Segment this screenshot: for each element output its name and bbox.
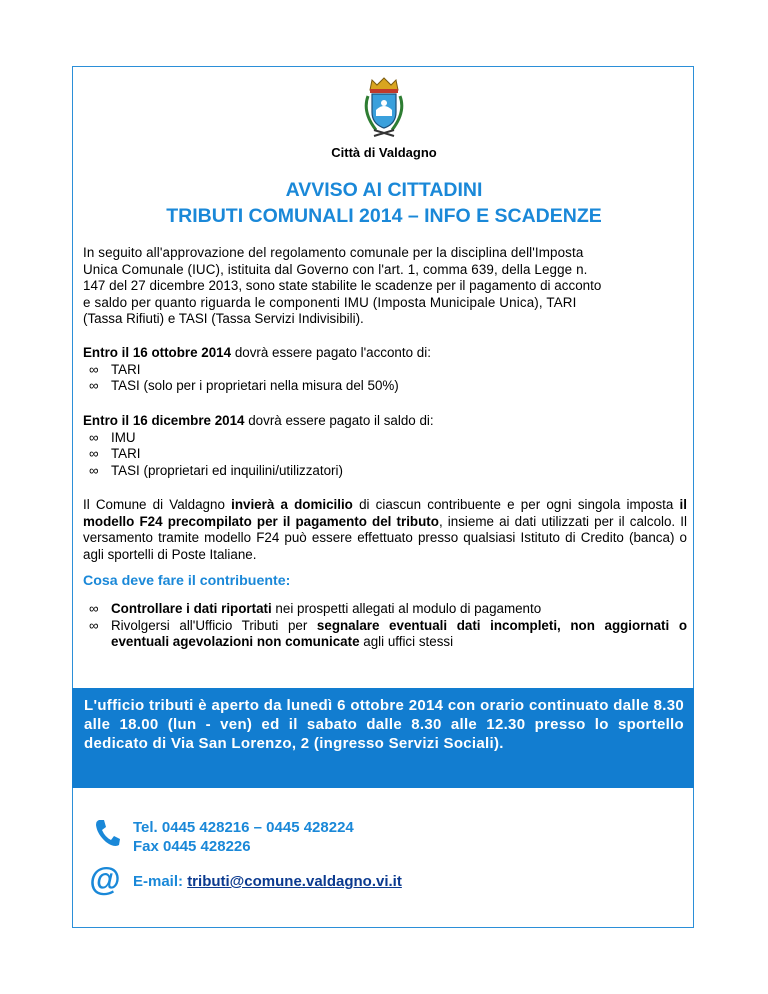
list-item: ∞ TASI (proprietari ed inquilini/utilizzatori) xyxy=(89,462,343,478)
ufficio-hours-text: L'ufficio tributi è aperto da lunedì 6 ottobre 2014 con orario continuato dalle 8.30 alle 18.00 (lun - ven) ed il sabato dalle 8.30 alle 12.30 presso lo sportello dedicato di Via San Lorenzo, 2 (ingresso Servizi Sociali). xyxy=(84,697,684,752)
ufficio-info-box xyxy=(72,688,694,788)
infinity-bullet-icon: ∞ xyxy=(89,361,99,377)
phone-icon xyxy=(94,818,120,848)
saldo-lead: Entro il 16 dicembre 2014 dovrà essere pagato il saldo di: xyxy=(83,413,434,428)
acconto-lead: Entro il 16 ottobre 2014 dovrà essere pagato l'acconto di: xyxy=(83,345,431,360)
list-item: ∞ TARI xyxy=(89,361,141,377)
page-title xyxy=(0,177,768,229)
list-item: ∞ IMU xyxy=(89,429,136,445)
contribuente-section xyxy=(83,601,687,651)
list-item: ∞ TARI xyxy=(89,446,141,462)
title-line-1: AVVISO AI CITTADINI xyxy=(285,179,483,201)
contribuente-heading: Cosa deve fare il contribuente: xyxy=(83,573,291,589)
intro-line: In seguito all'approvazione del regolamento comunale per la disciplina dell'Imposta xyxy=(83,245,584,260)
infinity-bullet-icon: ∞ xyxy=(89,617,99,633)
title-line-2: TRIBUTI COMUNALI 2014 – INFO E SCADENZE xyxy=(166,205,602,227)
phone-fax-block xyxy=(133,818,354,856)
intro-paragraph xyxy=(83,245,687,328)
infinity-bullet-icon: ∞ xyxy=(89,446,99,462)
saldo-section xyxy=(83,413,687,479)
intro-line: Unica Comunale (IUC), istituita dal Governo con l'art. 1, comma 639, della Legge n. xyxy=(83,261,588,277)
list-item: ∞ Rivolgersi all'Ufficio Tributi per segnalare eventuali dati incompleti, non aggiornati o eventuali agevolazioni non comunicate agli uffici stessi xyxy=(89,617,688,650)
acconto-section xyxy=(83,345,687,395)
infinity-bullet-icon: ∞ xyxy=(89,429,99,445)
intro-line: (Tassa Rifiuti) e TASI (Tassa Servizi Indivisibili). xyxy=(83,311,364,327)
infinity-bullet-icon: ∞ xyxy=(89,601,99,616)
list-item: ∞ TASI (solo per i proprietari nella misura del 50%) xyxy=(89,378,399,394)
phone-number: Tel. 0445 428216 – 0445 428224 xyxy=(133,819,354,836)
email-label: E-mail: xyxy=(133,873,188,890)
email-link[interactable]: tributi@comune.valdagno.vi.it xyxy=(187,873,402,890)
coat-of-arms-icon xyxy=(354,76,414,140)
email-block xyxy=(133,872,402,891)
infinity-bullet-icon: ∞ xyxy=(89,378,99,394)
fax-number: Fax 0445 428226 xyxy=(133,838,251,855)
at-icon: @ xyxy=(89,861,121,897)
comune-paragraph: Il Comune di Valdagno invierà a domicilio di ciascun contribuente e per ogni singola imposta il modello F24 precompilato per il pagamento del tributo, insieme ai dati utilizzati per il calcolo. Il versamento tramite modello F24 può essere effettuato presso qualsiasi Istituto di Credito (banca) o agli sportelli di Poste Italiane. xyxy=(83,497,687,562)
city-name: Città di Valdagno xyxy=(331,145,437,160)
intro-line: e saldo per quanto riguarda le componenti IMU (Imposta Municipale Unica), TARI xyxy=(83,294,577,310)
infinity-bullet-icon: ∞ xyxy=(89,462,99,478)
intro-line: 147 del 27 dicembre 2013, sono state stabilite le scadenze per il pagamento di acconto xyxy=(83,278,602,294)
list-item: ∞ Controllare i dati riportati nei prospetti allegati al modulo di pagamento xyxy=(89,601,542,616)
